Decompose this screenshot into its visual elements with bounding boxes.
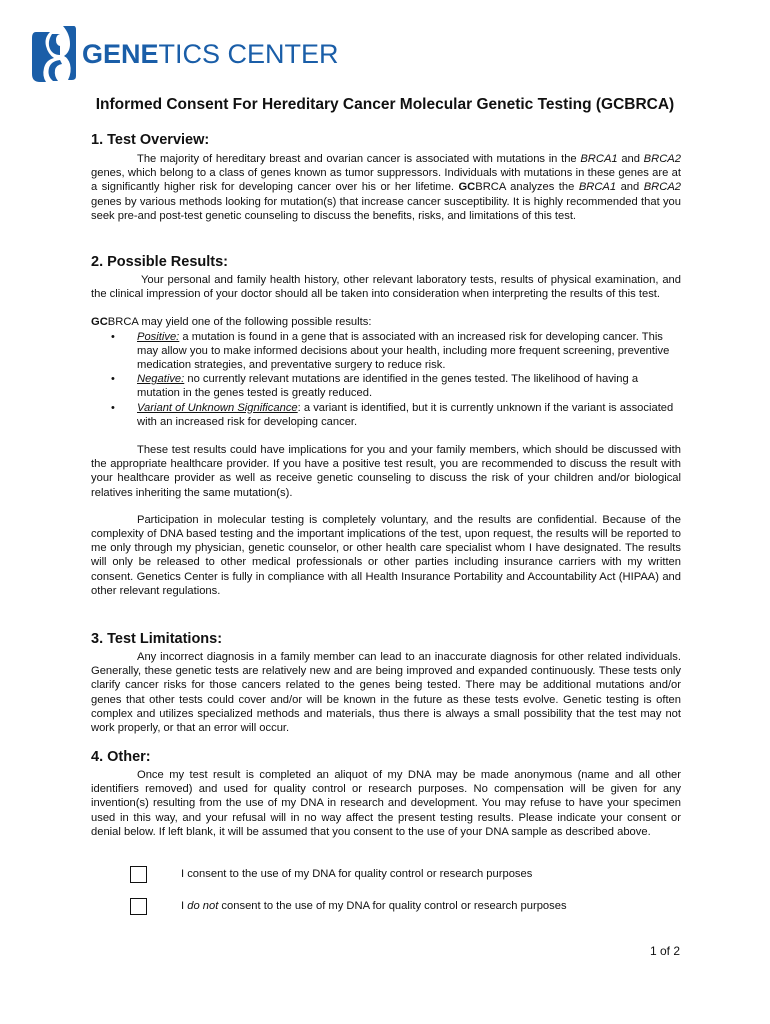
consent-no-checkbox[interactable] (130, 898, 147, 915)
section-heading: 1. Test Overview: (91, 132, 210, 148)
other-paragraph: Once my test result is completed an aliquot of my DNA may be made anonymous (name and all other identifiers removed) and used for quality control or research purposes. No compensation will be given for any invention(s) resulting from the use of my DNA in research and development. You may refuse to have your specimen used in this way, and your refusal will in no way affect the present testing results. Please indicate your consent or denial below. If left blank, it will be assumed that you consent to the use of your DNA sample as described above. (91, 769, 681, 838)
implications-paragraph: These test results could have implications for you and your family members, which should be discussed with the appropriate healthcare provider. If you have a positive test result, you are recommended to discuss the result with your healthcare provider as well as receive genetic counseling to discuss the risk of your children and/or biological relatives inheriting the same mutation(s). (91, 444, 681, 499)
consent-no-row (130, 898, 567, 915)
results-yield-line: GCBRCA may yield one of the following possible results: (91, 316, 372, 329)
consent-yes-label: I consent to the use of my DNA for quality control or research purposes (181, 868, 533, 881)
genetics-center-logo-icon (30, 24, 78, 84)
section-heading: 3. Test Limitations: (91, 631, 223, 647)
section-heading: 2. Possible Results: (91, 254, 228, 270)
brand-name: GENETICS CENTER (82, 38, 339, 69)
section-test-overview (91, 132, 681, 223)
consent-yes-checkbox[interactable] (130, 866, 147, 883)
genetics-center-header (30, 24, 339, 84)
section-test-limitations (91, 631, 681, 735)
list-item: • Negative: no currently relevant mutations are identified in the genes tested. The likelihood of having a mutation in the genes tested is greatly reduced. (137, 372, 681, 400)
consent-yes-row (130, 866, 533, 883)
section-heading: 4. Other: (91, 749, 151, 765)
list-item: • Variant of Unknown Significance: a variant is identified, but it is currently unknown if the variant is associated with an increased risk for developing cancer. (137, 401, 681, 429)
overview-paragraph: The majority of hereditary breast and ovarian cancer is associated with mutations in the BRCA1 and BRCA2 genes, which belong to a class of genes known as tumor suppressors. Individuals with mutations in these genes are at a significantly higher risk for developing cancer over his or her lifetime. GCBRCA analyzes the BRCA1 and BRCA2 genes by various methods looking for mutation(s) that increase cancer susceptibility. It is highly recommended that you seek pre-and post-test genetic counseling to discuss the benefits, risks, and limitations of this test. (91, 153, 682, 222)
section-possible-results (91, 254, 681, 598)
consent-no-label: I do not consent to the use of my DNA for quality control or research purposes (181, 900, 567, 913)
limitations-paragraph: Any incorrect diagnosis in a family member can lead to an inaccurate diagnosis for other related individuals. Generally, these genetic tests are relatively new and are being improved and expanded continuously. These tests only clarify cancer risks for those cancers related to the genes being tested. There may be additional mutations and/or genes that other tests could cover and/or will be known in the future as these tests evolve. Genetic testing is often complex and utilizes specialized methods and materials, thus there is always a small possibility that the test may not work properly, or that an error will occur. (91, 651, 681, 735)
page-number: 1 of 2 (649, 944, 680, 958)
participation-paragraph: Participation in molecular testing is completely voluntary, and the results are confidential. Because of the complexity of DNA based testing and the important implications of the test, upon request, the results will be reported to me only through my physician, genetic counselor, or other health care specialist whom I have designated. The results will only be released to other medical professionals or other parties including insurance carriers with my written consent. Genetics Center is fully in compliance with all Health Insurance Portability and Accountability Act (HIPAA) and other relevant regulations. (91, 513, 681, 597)
section-other (91, 749, 681, 839)
document-title: Informed Consent For Hereditary Cancer Molecular Genetic Testing (GCBRCA) (95, 96, 675, 113)
results-list (91, 330, 681, 429)
results-intro-paragraph: Your personal and family health history, other relevant laboratory tests, results of physical examination, and the clinical impression of your doctor should all be taken into consideration when interpreting the results of this test. (91, 274, 681, 301)
list-item: • Positive: a mutation is found in a gene that is associated with an increased risk for developing cancer. This may allow you to make informed decisions about your health, including more frequent screening, preventive medication strategies, and preventative surgery to reduce risk. (137, 330, 681, 373)
